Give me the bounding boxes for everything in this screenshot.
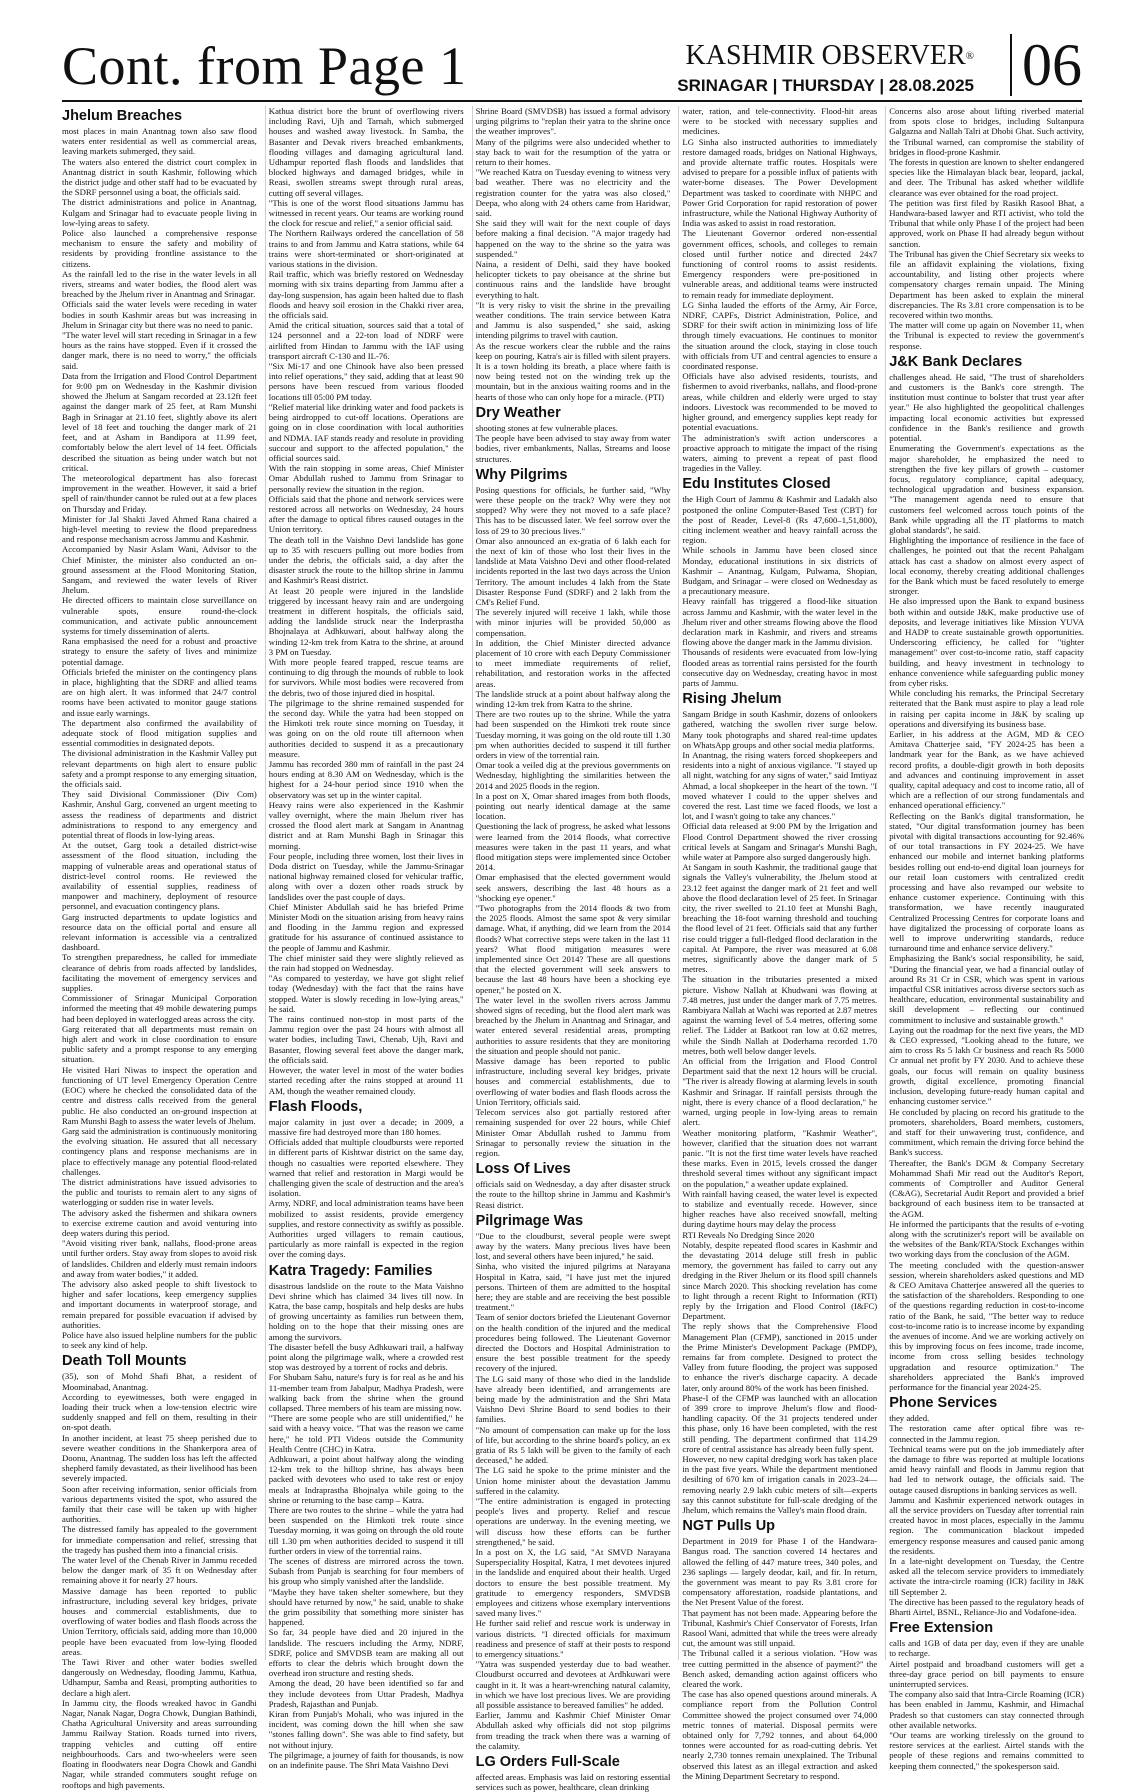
story-body: shooting stones at few vulnerable places. The people have been advised to stay away from water bodies, river embankments, Nallas, Streams and loose structures. [475, 422, 671, 464]
paper-name: KASHMIR OBSERVER [685, 40, 966, 71]
masthead [62, 34, 1082, 96]
story-body: affected areas. Emphasis was laid on restoring essential services such as power, healthcare, clean drinking [475, 1772, 671, 1792]
story-headline: Jhelum Breaches [62, 108, 183, 124]
story-body: challenges ahead. He said, "The trust of shareholders and customers is the Bank's core strength. The institution must continue to bolster that trust year after year." He also highlighted the geopolitical challenges impacting local economic activities but expressed confidence in the Bank's resilience and growth potential. Enumerating the Government's expectations as the major shareholder, he emphasized the need to strengthen the five key pillars of growth – customer focus, regulatory compliance, capital adequacy, technological upgradation and business expansion. "The management agenda need to ensure that customers feel welcomed across touch points of the Bank while upgrading all the IT platforms to match global standards", he said. Highlighting the importance of resilience in the face of challenges, he pointed out that the recent Pahalgam attack has cast a shadow on almost every aspect of local economy, thereby creating additional challenges for the Bank which must be faced resolutely to emerge stronger. He also impressed upon the Bank to expand business both within and outside J&K, make productive use of deposits, and leverage initiatives like Mission YUVA and HADP to create sustainable growth opportunities. Underscoring efficiency, he called for "tighter management" over cost-to-income ratio, staff capacity building, and heavy investment in technology to enhance convenience while safeguarding public money from cyber risks. While concluding his remarks, the Principal Secretary reiterated that the Bank must aspire to play a lead role in raising per capita income in J&K by scaling up operations and diversifying its business base. Earlier, in his address at the AGM, MD & CEO Amitava Chatterjee said, "FY 2024-25 has been a landmark year for the Bank, as we have achieved record profits, a double-digit growth in both deposits and advances and continuing improvement in asset quality, capital adequacy and cost to income ratio, all of which are a reflection of our strong fundamentals and enhanced operational efficiency." Reflecting on the Bank's digital transformation, he stated, "Our digital transformation journey has been pivotal with digital transactions accounting for 92.46% of our total transactions in FY 2024-25. We have enhanced our mobile and internet banking platforms besides rolling out end-to-end digital loan journeys for our retail loan customers with centralized credit processing and have also revamped our website to enhance customer experience. Continuing with this transformation, we have recently inaugurated Centralized Processing Centres for corporate loans and have digitalized the processing of corporate loans as well to improve underwriting standards, reduce turnaround time and enhance service delivery." Emphasizing the Bank's social responsibility, he said, "During the financial year, we had a financial outlay of around Rs 31 Cr in CSR, which was spent in various impactful CSR initiatives across diverse sectors such as healthcare, education, environmental sustainability and skill development – reflecting our continued commitment to inclusive and sustainable growth." Laying out the roadmap for the next five years, the MD & CEO expressed, "Looking ahead to the future, we aim to cross Rs 5 lakh Cr business and reach Rs 5000 Cr annual net profit by FY 2030. And to achieve these goals, our focus will remain on quality business growth, digital excellence, promoting financial inclusion, developing future-ready human capital and enhancing customer service." He concluded by placing on record his gratitude to the promoters, shareholders, Board members, customers, and staff for their unwavering trust, confidence, and commitment, which remain the driving force behind the Bank's success. Thereafter, the Bank's DGM & Company Secretary Mohammad Shafi Mir read out the Auditor's Report, comments of Comptroller and Auditor General (C&AG), Secretarial Audit Report and provided a brief background of each business item to be transacted at the AGM. He informed the participants that the results of e-voting along with the scrutinizer's report will be available on the websites of the Bank/RTA/Stock Exchanges within two working days from the conclusion of the AGM. The meeting concluded with the question-answer session, wherein shareholders asked questions and MD & CEO Amitava Chatterjee answered all the queries to the satisfaction of the shareholders. Responding to one of the questions regarding reduction in cost-to-income ratio of the Bank, he said, "The better way to reduce cost-to-income ratio is to increase income by expanding the avenues of income. And we are working actively on this by improving focus on fees income, trade income, income from cross selling besides technology upgradation and resource optimization." The shareholders appreciated the Bank's improved performance for the financial year 2024-25. [889, 371, 1084, 1392]
story-headline: LG Orders Full-Scale [475, 1754, 620, 1771]
story-headline: Phone Services [889, 1395, 998, 1412]
registered-mark: ® [965, 50, 974, 62]
brand-block [677, 42, 974, 97]
story-body: Shrine Board (SMVDSB) has issued a formal advisory urging pilgrims to "replan their yatra to the shrine once the weather improves". Many of the pilgrims were also undecided whether to stay back to wait for the resumption of the yatra or return to their homes. "We reached Katra on Tuesday evening to witness very bad weather. There was no electricity and the registration counter for the yatra was also closed," Deepa, who along with 24 others came from Haridwar, said. She said they will wait for the next couple of days before making a final decision. "A major tragedy had happened on the way to the shrine so the yatra was suspended." Naina, a resident of Delhi, said they have booked helicopter tickets to pay obeisance at the shrine but continuous rains and the landslide have brought everything to halt. "It is very risky to visit the shrine in the prevailing weather conditions. The train service between Katra and Jammu is also suspended," she said, asking intending pilgrims to travel with caution. As the rescue workers clear the rubble and the rains keep on pouring, Katra's air is filled with silent prayers. It is a town holding its breath, a place where faith is now being tested not on the winding trek up the mountain, but in the anxious waiting rooms and in the hearts of those who can only hope for a miracle. (PTI) [475, 106, 671, 402]
story [476, 405, 671, 464]
story-headline: Why Pilgrims [475, 466, 568, 483]
story [476, 1754, 671, 1792]
story [682, 476, 877, 688]
story-body: "Due to the cloudburst, several people were swept away by the waters. Many precious lives have been lost, and several others have been injured," he said. Sinha, who visited the injured pilgrims at Narayana Hospital in Katra, said, "I have just met the injured persons. Thirteen of them are admitted to the hospital here; they are stable and are receiving the best possible treatment." Team of senior doctors briefed the Lieutenant Governor on the health condition of the injured and the medical procedures being followed. The Lieutenant Governor directed the Doctors and Hospital Administration to ensure the best possible treatment for the speedy recovery of the injured. The LG said many of those who died in the landslide have already been identified, and arrangements are being made by the administration and the Shri Mata Vaishno Devi Shrine Board to send bodies to their families. "No amount of compensation can make up for the loss of life, but according to the shrine board's policy, an ex gratia of Rs 5 lakh will be given to the family of each deceased," he added. The LG said he spoke to the prime minister and the Union home minister about the devastation Jammu suffered in the calamity. "The entire administration is engaged in protecting people's lives and property. Relief and rescue operations are underway. In the evening meeting, we will discuss how these efforts can be further strengthened," he said. In a post on X, the LG said, "At SMVD Narayana Superspeciality Hospital, Katra, I met devotees injured in the landslide and enquired about their health. Urged doctors to ensure the best possible treatment. My gratitude to emergency responders, SMVDSB employees and citizens whose exemplary interventions saved many lives." He further said relief and rescue work is underway in various districts. "I directed officials for maximum readiness and presence of staff at their posts to respond to emergency situations." "Yatra was suspended yesterday due to bad weather. Cloudburst occurred and devotees at Ardhkuwari were caught in it. It was a heart-wrenching natural calamity, in which we have lost precious lives. We are providing all possible assistance to bereaved families" he added. Earlier, Jammu and Kashmir Chief Minister Omar Abdullah asked why officials did not stop pilgrims from treading the track when there was a warning of the calamity. [475, 1230, 671, 1751]
story-body: most places in main Anantnag town also saw flood waters enter residential as well as commercial areas, leaving markets submerged, they said. The waters also entered the district court complex in Anantnag district in south Kashmir, following which the district judge and other staff had to be evacuated by the SDRF personnel using a boat, the officials said. The district administrations and police in Anantnag, Kulgam and Srinagar had to evacuate people living in low-lying areas to safety. Police also launched a comprehensive response mechanism to ensure the safety and mobility of residents by providing frontline assistance to the citizens. As the rainfall led to the rise in the water levels in all rivers, streams and water bodies, the flood alert was breached by the Jhelum river in Anantnag and Srinagar. Officials said the water levels were receding in water bodies in south Kashmir areas but was increasing in Jhelum in Srinagar city but there was no need to panic. "The water level will start receding in Srinagar in a few hours as the rains have stopped. Even if it crossed the danger mark, there is no need to worry," the officials said. Data from the Irrigation and Flood Control Department for 9:00 pm on Wednesday in the Kashmir division showed the Jhelum at Sangam recorded at 23.12ft feet against the danger mark of 25 feet, at Ram Munshi Bagh in Srinagar at 21.10 feet, slightly above its alert level of 18 feet and touching the danger mark of 21 feet, and at Asham in Bandipora at 11.99 feet, comfortably below the alert level of 14 feet. Officials described the situation as being under watch but not critical. The meteorological department has also forecast improvement in the weather. However, it said a brief spell of rain/thunder cannot be ruled out at a few places on Thursday and Friday. Minister for Jal Shakti Javed Ahmed Rana chaired a high-level meeting to review the flood preparedness and response mechanism across Jammu and Kashmir. Accompanied by Nasir Aslam Wani, Advisor to the Chief Minister, the minister also conducted an on-ground assessment at the Flood Monitoring Station, Sangam, and reviewed the water levels of River Jhelum. He directed officers to maintain close surveillance on vulnerable spots, ensure round-the-clock communication, and activate public announcement systems for timely dissemination of alerts. Rana emphasised the need for a robust and proactive strategy to ensure the safety of lives and minimize potential damage. Officials briefed the minister on the contingency plans in place, highlighting that the SDRF and allied teams are on high alert. It was informed that 24/7 control rooms have been activated to monitor gauge stations and issue early warnings. The department also confirmed the availability of adequate stock of flood mitigation supplies and essential commodities in designated depots. The divisional administration in the Kashmir Valley put relevant departments on high alert to ensure public safety and a prompt response to any emerging situation, the officials said. They said Divisional Commissioner (Div Com) Kashmir, Anshul Garg, convened an urgent meeting to assess the readiness of departments and district administrations to respond to any emergency and potential threat of floods in low-lying areas. At the outset, Garg took a detailed district-wise assessment of the flood situation, including the mapping of vulnerable areas and operational status of district-level control rooms. He reviewed the availability of essential supplies, readiness of manpower and machinery, deployment of resource personnel, and evacuation contingency plans. Garg instructed departments to update logistics and resource data on the official portal and ensure all relevant information is accessible via a centralized dashboard. To strengthen preparedness, he called for immediate clearance of debris from roads affected by landslides, facilitating the movement of emergency services and supplies. Commissioner of Srinagar Municipal Corporation informed the meeting that 49 mobile dewatering pumps had been deployed in waterlogged areas across the city. Garg reiterated that all departments must remain on high alert and work in close coordination to ensure public safety and a prompt response to any emerging situation. He visited Hari Niwas to inspect the operation and functioning of UT level Emergency Operation Centre (EOC) where he checked the consolidated data of the centre and distress calls received from the general public. He also conducted an on-ground inspection at Ram Munshi Bagh to assess the water levels of Jhelum. Garg said the administration is continuously monitoring the evolving situation. He assured that all necessary contingency plans and response mechanisms are in place to effectively manage any potential flood-related challenges. The district administrations have issued advisories to the public and tourists to remain alert to any signs of waterlogging or sudden rise in water levels. The advisory asked the fishermen and shikara owners to exercise extreme caution and avoid venturing into deep waters during this period. "Avoid visiting river bank, nallahs, flood-prone areas until further orders. Stay away from slopes to avoid risk of landslides. Children and elderly must remain indoors and away from water bodies," it added. The advisory also asked people to shift livestock to higher and safer locations, keep emergency supplies and important documents in waterproof storage, and remain prepared for possible evacuation if advised by authorities. Police have also issued helpline numbers for the public to seek any kind of help. [62, 126, 257, 1351]
column-5 [885, 106, 1084, 1771]
story-body: officials said on Wednesday, a day after disaster struck the route to the hilltop shrine in Jammu and Kashmir's Reasi district. [475, 1179, 671, 1210]
masthead-rule [62, 100, 1082, 102]
story-headline: J&K Bank Declares [889, 353, 1023, 370]
story-body: water, ration, and tele-connectivity. Flood-hit areas were to be stocked with necessary supplies and medicines. LG Sinha also instructed authorities to immediately restore damaged roads, bridges on National Highways, and provide alternate traffic routes. Hospitals were advised to prepare for a possible influx of patients with water-borne diseases. The Power Development Department was tasked to coordinate with NHPC and Power Grid Corporation for rapid restoration of power infrastructure, while the National Highway Authority of India was asked to assist in road restoration. The Lieutenant Governor ordered non-essential government offices, schools, and colleges to remain closed until further notice and directed 24x7 functioning of control rooms to assist residents. Emergency responders were pre-positioned in vulnerable areas, and additional teams were instructed to remain ready for immediate deployment. LG Sinha lauded the efforts of the Army, Air Force, NDRF, CAPFs, District Administration, Police, and SDRF for their swift action in minimizing loss of life through timely evacuations. He continues to monitor the situation around the clock, staying in close touch with officials from UT and central agencies to ensure a coordinated response. Officials have also advised residents, tourists, and fishermen to avoid riverbanks, nallahs, and flood-prone areas, while children and elderly were urged to stay indoors. Livestock was recommended to be moved to higher ground, and emergency supplies kept ready for potential evacuations. The administration's swift action underscores a proactive approach to mitigate the impact of the rising waters, aiming to prevent a repeat of past flood tragedies in the Valley. [682, 106, 878, 474]
story [889, 106, 1084, 351]
story-headline: Rising Jhelum [682, 691, 782, 708]
story-body: Sangam Bridge in south Kashmir, dozens of onlookers gathered, watching the swollen river surge below. Many took photographs and shared real-time updates on WhatsApp groups and other social media platforms. In Anantnag, the rising waters forced shopkeepers and residents into a night of anxious vigilance. "I stayed up all night, watching for any signs of water," said Imtiyaz Ahmad, a local shopkeeper in the heart of the town. "I moved whatever I could to the upper shelves and covered the rest. Last time we faced floods, we lost a lot, and I wasn't going to take any chances." Official data released at 9:00 PM by the Irrigation and Flood Control Department showed the river crossing critical levels at Sangam and Srinagar's Munshi Bagh, while water at Pampore also surged dangerously high. At Sangam in south Kashmir, the traditional gauge that signals the Valley's vulnerability, the Jhelum stood at 23.12 feet against the danger mark of 21 feet and well above the flood declaration level of 25 feet. In Srinagar city, the river swelled to 21.10 feet at Munshi Bagh, breaching the 18-foot warning threshold and touching the flood level of 21 feet. Officials said that any further rise could trigger a full-fledged flood declaration in the capital. At Pampore, the river was measured at 6.08 metres, significantly above the danger mark of 5 metres. The situation in the tributaries presented a mixed picture. Vishow Nallah at Khudwani was flowing at 7.48 metres, just under the danger mark of 7.75 metres. Rambiyara Nallah at Wachi was reported at 2.87 metres against the warning level of 5.4 metres, offering some relief. The Lidder at Batkoot ran low at 0.62 metres, while the Sindh Nallah at Doderhama recorded 1.70 metres, both well below danger levels. An official from the Irrigation and Flood Control Department said that the next 12 hours will be crucial. "The river is already flowing at alarming levels in south Kashmir and Srinagar. If rainfall persists through the night, there is every chance of a flood declaration," he warned, urging people in low-lying areas to remain alert. Weather monitoring platform, "Kashmir Weather", however, clarified that the situation does not warrant panic. "It is not the first time water levels have reached these marks. Even in 2015, levels crossed the danger threshold several times without any significant impact on the population," a weather update explained. With rainfall having ceased, the water level is expected to stabilize and eventually recede. However, since higher reaches have also received snowfall, melting during daytime hours may delay the process RTI Reveals No Dredging Since 2020 Notably, despite repeated flood scares in Kashmir and the devastating 2014 deluge still fresh in public memory, the government has failed to carry out any dredging in the River Jhelum or its flood spill channels since March 2020. This shocking revelation has come to light through a recent Right to Information (RTI) reply by the Irrigation and Flood Control (I&FC) Department. The reply shows that the Comprehensive Flood Management Plan (CFMP), sanctioned in 2015 under the Prime Minister's Development Package (PMDP), remains far from complete. Designed to protect the Valley from future flooding, the project was supposed to enhance the river's discharge capacity. A decade later, only around 80% of the work has been finished. Phase-I of the CFMP was launched with an allocation of 399 crore to improve Jhelum's flow and flood-handling capacity. Of the 31 projects tendered under this phase, only 16 have been completed, with the rest still pending. The department confirmed that 114.29 crore of central assistance has already been fully spent. However, no new capital dredging work has taken place in the past five years. While the department mentioned desilting of 670 km of irrigation canals in 2023–24—removing nearly 2.9 lakh cubic meters of silt—experts say this cannot substitute for full-scale dredging of the Jhelum, which remains the Valley's main flood drain. [682, 709, 878, 1516]
story [682, 106, 877, 473]
story-body: calls and 1GB of data per day, even if they are unable to recharge. Airtel postpaid and broadband customers will get a three-day grace period on bill payments to ensure uninterrupted services. The company also said that Intra-Circle Roaming (ICR) has been enabled in Jammu, Kashmir, and Himachal Pradesh so that customers can stay connected through other available networks. "Our teams are working tirelessly on the ground to restore services at the earliest. Airtel stands with the people of these regions and remains committed to keeping them connected," the spokesperson said. [889, 1638, 1084, 1771]
story-headline: Pilgrimage Was [475, 1212, 584, 1229]
story-headline: Death Toll Mounts [62, 1353, 187, 1370]
story-body: Department in 2019 for Phase I of the Handwara-Bangus road. The sanction covered 14 hectares and allowed the felling of 447 mature trees, 340 poles, and 236 saplings — largely deodar, kail, and fir. In return, the government was meant to pay Rs 3.81 crore for compensatory afforestation, roadside plantations, and the Net Present Value of the forest. That payment has not been made. Appearing before the Tribunal, Kashmir's Chief Conservator of Forests, Irfan Rasool Wani, admitted that while the trees were already cut, the amount was still unpaid. The Tribunal called it a serious violation. "How was tree cutting permitted in the absence of payment?" the Bench asked, demanding action against officers who cleared the work. The case has also opened questions around minerals. A compliance report from the Pollution Control Committee showed the project consumed over 74,000 metric tonnes of material. Disposal permits were obtained only for 7,792 tonnes, and about 64,000 tonnes were accounted for as road-cutting debris. Yet nearly 2,730 tonnes remain unexplained. The Tribunal observed this latest as an illegal extraction and asked the Mining Department Secretary to respond. [682, 1536, 878, 1781]
story [682, 1518, 877, 1781]
story [476, 467, 671, 1158]
story-body: major calamity in just over a decade; in 2009, a massive fire had destroyed more than 180 homes. Officials added that multiple cloudbursts were reported in different parts of Kishtwar district on the same day, though no casualties were reported elsewhere. They warned that relief and restoration in Margi would be challenging given the scale of destruction and the area's isolation. Army, NDRF, and local administration teams have been mobilized to assist residents, provide emergency supplies, and restore connectivity as swiftly as possible. Authorities urged villagers to remain cautious, particularly as more rainfall is expected in the region over the coming days. [268, 1116, 464, 1260]
dateline: SRINAGAR | THURSDAY | 28.08.2025 [677, 76, 974, 95]
story-headline: Flash Floods, [268, 1098, 363, 1115]
story-headline: Edu Institutes Closed [682, 476, 831, 493]
page-number: 06 [1010, 34, 1082, 96]
story-body: disastrous landslide on the route to the Mata Vaishno Devi shrine which has claimed 34 lives till now. In Katra, the base camp, hospitals and help desks are hubs of growing uncertainty as families run between them, holding on to the hope that their missing ones are among the survivors. The disaster befell the busy Adhkuwari trail, a halfway point along the pilgrimage walk, where a crowded rest stop was destroyed by a torrent of rocks and debris. For Shubam Sahu, nature's fury is for real as he and his 11-member team from Jabalpur, Madhya Pradesh, were walking back from the shrine when the ground collapsed. Three members of his team are missing now. "There are some people who are still unidentified," he said with a heavy voice. "That was the reason we came here," he told PTI Videos outside the Community Health Centre (CHC) in Katra. Adhkuwari, a point about halfway along the winding 12-km trek to the hilltop shrine, has always been packed with devotees who used to take rest or enjoy meals at Indraprastha Bhojnalya while going to the shrine or returning to the base camp – Katra. There are two routes to the shrine – while the yatra had been suspended on the Himkoti trek route since Tuesday morning, it was going on through the old route till 1.30 pm when authorities decided to suspend it till further orders in view of the torrential rains. The scenes of distress are mirrored across the town. Subash from Punjab is searching for four members of his group who simply vanished after the landslide. "Maybe they have taken shelter somewhere, but they should have returned by now," he said, unable to shake the grim possibility that something more sinister has happened. So far, 34 people have died and 20 injured in the landslide. The rescuers including the Army, NDRF, SDRF, police and SMVDSB team are making all out efforts to clear the debris which brought down the overhead iron structure and resting sheds. Among the dead, 20 have been identified so far and they include devotees from Uttar Pradesh, Madhya Pradesh, Rajasthan and Punjab. Kiran from Punjab's Mohali, who was injured in the incident, was coming down the hill when she saw "stones falling down". She was able to find safety, but not without injury. The pilgrimage, a journey of faith for thousands, is now on an indefinite pause. The Shri Mata Vaishno Devi [268, 1280, 464, 1771]
story [62, 1353, 257, 1789]
story-headline: Katra Tragedy: Families [268, 1262, 433, 1279]
story-headline: NGT Pulls Up [682, 1518, 776, 1535]
story [682, 691, 877, 1515]
story [889, 1395, 1084, 1617]
section-title: Cont. from Page 1 [62, 36, 467, 96]
story [889, 354, 1084, 1392]
paper-name-row [677, 42, 974, 70]
story [889, 1620, 1084, 1771]
story-headline: Dry Weather [475, 404, 561, 421]
story [476, 1161, 671, 1210]
story [476, 1213, 671, 1751]
story [476, 106, 671, 402]
column-4 [678, 106, 878, 1781]
story-headline: Loss Of Lives [475, 1161, 571, 1178]
story [269, 1099, 464, 1260]
story [269, 106, 464, 1096]
story-body: (35), son of Mohd Shafi Bhat, a resident of Moominabad, Anantnag. According to eyewitnesses, both were engaged in loading their truck when a low-tension electric wire suddenly snapped and fell on them, resulting in their on-spot death. In another incident, at least 75 sheep perished due to severe weather conditions in the Shankerpora area of Doonu, Anantnag. The sudden loss has left the affected shepherd family devastated, as their livelihood has been severely impacted. Soon after receiving information, senior officials from various departments visited the spot, who assured the family that their case will be taken up with higher authorities. The distressed family has appealed to the government for immediate compensation and relief, stressing that the tragedy has pushed them into a financial crisis. The water level of the Chenab River in Jammu receded below the danger mark of 35 ft on Wednesday after remaining above it for nearly 27 hours. Massive damage has been reported to public infrastructure, including several key bridges, private houses and commercial establishments, due to overflowing of water bodies and flash floods across the Union Territory, officials said, adding more than 10,000 people have been evacuated from low-lying flooded areas. The Tawi River and other water bodies swelled dangerously on Wednesday, flooding Jammu, Kathua, Udhampur, Samba and Reasi, prompting authorities to declare a high alert. In Jammu city, the floods wreaked havoc in Gandhi Nagar, Nanak Nagar, Dogra Chowk, Dungian Bathindi, Chatha Agricultural University and areas surrounding Jammu Railway Station. Roads turned into rivers, trapping vehicles and cutting off entire neighbourhoods. Cars and two-wheelers were seen floating in floodwaters near Dogra Chowk and Gandhi Nagar, while stranded commuters sought refuge on rooftops and high pavements. [62, 1371, 257, 1790]
story-body: Kathua district bore the brunt of overflowing rivers including Ravi, Ujh and Tarnah, which submerged houses and washed away livestock. In Samba, the Basanter and Devak rivers breached embankments, flooding villages and damaging agricultural land. Udhampur reported flash floods and landslides that blocked highways and damaged bridges, while in Reasi, swollen streams swept through rural areas, cutting off several villages. "This is one of the worst flood situations Jammu has witnessed in recent years. Our teams are working round the clock for rescue and relief," a senior official said. The Northern Railways ordered the cancellation of 58 trains to and from Jammu and Katra stations, while 64 trains were short-terminated or short-originated at various stations in the division. Rail traffic, which was briefly restored on Wednesday morning with six trains departing from Jammu after a day-long suspension, has again been halted due to flash floods and heavy soil erosion in the Chakki river area, the officials said. Amid the critical situation, sources said that a total of 124 personnel and a 22-ton load of NDRF were airlifted from Hindan to Jammu with the IAF using transport aircraft C-130 and IL-76. "Six Mi-17 and one Chinook have also been pressed into relief operations," they said, adding that at least 90 persons have been rescued from various flooded locations till 05:00 PM today. "Relief material like drinking water and food packets is being airdropped to cut-off locations. Operations are going on in close coordination with local authorities and NDMA. IAF stands ready and resolute in providing succour and support to the affected population," the official sources said. With the rain stopping in some areas, Chief Minister Omar Abdullah rushed to Jammu from Srinagar to personally review the situation in the region. Officials said that the phone and network services were restored across all networks on Wednesday, 24 hours after the damage to optical fibres caused outages in the Union territory. The death toll in the Vaishno Devi landslide has gone up to 35 with rescuers pulling out more bodies from under the debris, the officials said, a day after the disaster struck the route to the hilltop shrine in Jammu and Kashmir's Reasi district. At least 20 people were injured in the landslide triggered by incessant heavy rain and are undergoing treatment in different hospitals, the officials said, adding the landslide struck near the Inderprastha Bhojnalaya at Adhkuwari, about halfway along the winding 12-km trek from Katra to the shrine, at around 3 PM on Tuesday. With more people feared trapped, rescue teams are continuing to dig through the mounds of rubble to look for survivors. While most bodies were recovered from the debris, two of those injured died in hospital. The pilgrimage to the shrine remained suspended for the second day. While the yatra had been stopped on the Himkoti trek route since morning on Tuesday, it was going on on the old route till afternoon when authorities decided to suspend it as a precautionary measure. Jammu has recorded 380 mm of rainfall in the past 24 hours ending at 8.30 AM on Wednesday, which is the highest for a 24-hour period since 1910 when the observatory was set up in the winter capital. Heavy rains were also experienced in the Kashmir valley overnight, where the main Jhelum river has crossed the flood alert mark at Sangam in Anantnag district and at Ram Munshi Bagh in Srinagar this morning. Four people, including three women, lost their lives in Doda district on Tuesday, while the Jammu-Srinagar national highway remained closed for vehicular traffic, along with over a dozen other roads struck by landslides over the past couple of days. Chief Minister Abdullah said he has briefed Prime Minister Modi on the situation arising from heavy rains and flooding in the Jammu region and expressed gratitude for his assurance of continued assistance to the people of Jammu and Kashmir. The chief minister said they were slightly relieved as the rain had stopped on Wednesday. "As compared to yesterday, we have got slight relief today (Wednesday) with the fact that the rains have stopped. Water is slowly receding in low-lying areas," he said. The rains continued non-stop in most parts of the Jammu region over the past 24 hours with almost all water bodies, including Tawi, Chenab, Ujh, Ravi and Basanter, flowing several feet above the danger mark, the officials said. However, the water level in most of the water bodies started receding after the rains stopped at around 11 AM, though the weather remained cloudy. [268, 106, 464, 1096]
column-3 [472, 106, 671, 1792]
story-body: Concerns also arose about lifting riverbed material from spots close to bridges, including Sultanpura Galgazna and Nallah Talri at Dhobi Ghat. Such activity, the Tribunal warned, can compromise the stability of bridges in flood-prone Kashmir. The forests in question are known to shelter endangered species like the Himalayan black bear, leopard, jackal, and deer. The Tribunal has asked whether wildlife clearance was ever obtained for the road project. The petition was first filed by Rasikh Rasool Bhat, a Handwara-based lawyer and RTI activist, who told the Tribunal that while only Phase I of the project had been approved, work on Phase II had already begun without sanction. The Tribunal has given the Chief Secretary six weeks to file an affidavit explaining the violations, fixing accountability, and listing other projects where compensatory charges remain unpaid. The Mining Department has been asked to explain the mineral discrepancies. The Rs 3.81 crore compensation is to be recovered within two months. The matter will come up again on November 11, when the Tribunal is expected to review the government's response. [889, 106, 1084, 351]
story-body: the High Court of Jammu & Kashmir and Ladakh also postponed the online Computer-Based Test (CBT) for the post of Reader, Level-8 (Rs 47,600–1,51,800), citing inclement weather and heavy rainfall across the region. While schools in Jammu have been closed since Monday, educational institutions in six districts of Kashmir – Anantnag, Kulgam, Pulwama, Shopian, Budgam, and Srinagar – were closed on Wednesday as a precautionary measure. Heavy rainfall has triggered a flood-like situation across Jammu and Kashmir, with the water level in the Jhelum river and other streams flowing above the flood declaration mark in Kashmir, and rivers and streams flowing above the danger mark in the Jammu division. Thousands of residents were evacuated from low-lying flooded areas as torrential rains persisted for the fourth consecutive day on Wednesday, creating havoc in most parts of Jammu. [682, 494, 878, 688]
column-1 [62, 106, 257, 1790]
article-columns [62, 106, 1084, 1792]
story-body: they added. The restoration came after optical fibre was re-connected in the Jammu region. Technical teams were put on the job immediately after the damage to fibre was reported at multiple locations amid heavy rainfall and floods in Jammu region that had led to network outage, the officials said. The outage caused disruptions in banking services as well. Jammu and Kashmir experienced network outages in all the service providers on Tuesday after torrential rain created havoc in most places, especially in the Jammu region. The communication blackout impeded emergency response measures and caused panic among the residents. In a late-night development on Tuesday, the Centre asked all the telecom service providers to immediately activate the intra-circle roaming (ICR) facility in J&K till September 2. The directive has been passed to the regulatory heads of Bharti Airtel, BSNL, Reliance-Jio and Vodafone-idea. [889, 1413, 1084, 1618]
story-headline: Free Extension [889, 1620, 994, 1637]
column-2 [265, 106, 464, 1771]
story [269, 1263, 464, 1771]
story-body: Posing questions for officials, he further said, "Why were these people on the track? Why were they not stopped? Why were they not moved to a safe place? This has to be discussed later. We feel sorrow over the loss of 29 to 30 precious lives." Omar also announced an ex-gratia of 6 lakh each for the next of kin of those who lost their lives in the landslide at Mata Vaishno Devi and other flood-related incidents reported in the last two days across the Union Territory. The amount includes 4 lakh from the State Disaster Response Fund (SDRF) and 2 lakh from the CM's Relief Fund. The severely injured will receive 1 lakh, while those with minor injuries will be provided 50,000 as compensation. In addition, the Chief Minister directed advance placement of 10 crore with each Deputy Commissioner to meet immediate requirements of relief, rehabilitation, and restoration works in the affected areas. The landslide struck at a point about halfway along the winding 12-km trek from Katra to the shrine. There are two routes up to the shrine. While the yatra had been suspended on the Himkoti trek route since Tuesday morning, it was going on the old route till 1.30 pm when authorities decided to suspend it till further orders in view of the torrential rain. Omar took a veiled dig at the previous governments on Wednesday, highlighting the similarities between the 2014 and 2025 floods in the region. In a post on X, Omar shared images from both floods, pointing out nearly identical damage at the same location. Questioning the lack of progress, he asked what lessons were learned from the 2014 floods, what corrective measures were taken in the past 11 years, and what flood mitigation steps were implemented since October 2014. Omar emphasised that the elected government would seek answers, describing the last 48 hours as a "shocking eye opener." "Two photographs from the 2014 floods & two from the 2025 floods. Almost the same spot & very similar damage. What, if anything, did we learn from the 2014 floods? What corrective steps were taken in the last 11 years? What flood mitigation measures were implemented since Oct 2014? These are all questions that the elected government will seek answers to because the last 48 hours have been a shocking eye opener," he posted on X. The water level in the swollen rivers across Jammu showed signs of receding, but the flood alert mark was breached by the Jhelum in Anantnag and Srinagar, and water entered several residential areas, prompting authorities to assure residents that they are monitoring the situation and people should not panic. Massive damage has been reported to public infrastructure, including several key bridges, private houses and commercial establishments, due to overflowing of water bodies and flash floods across the Union Territory, officials said. Telecom services also got partially restored after remaining suspended for over 22 hours, while Chief Minister Omar Abdullah rushed to Jammu from Srinagar to personally review the situation in the region. [475, 484, 671, 1158]
story [62, 108, 257, 1350]
